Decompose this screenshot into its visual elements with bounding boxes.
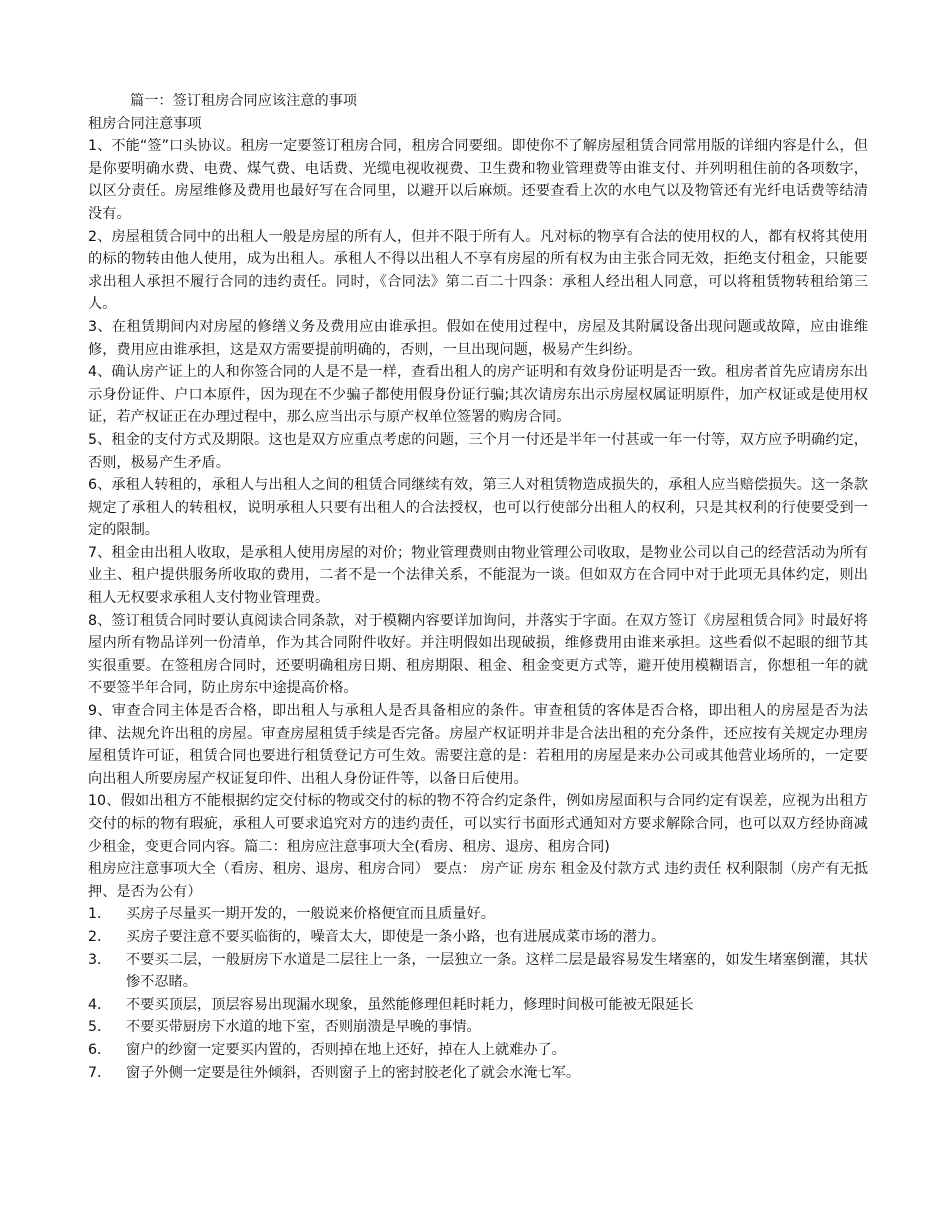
list-item (88, 903, 868, 926)
list-item-number: 7． (88, 1064, 112, 1081)
list-item-text: 买房子尽量买一期开发的，一般说来价格便宜而且质量好。 (126, 906, 495, 923)
list-item-text: 不要买二层，一般厨房下水道是二层往上一条，一层独立一条。这样二层是最容易发生堵塞的，如发生堵塞倒灌，其状惨不忍睹。 (126, 951, 868, 991)
paragraph-4: 4、确认房产证上的人和你签合同的人是不是一样，查看出租人的房产证明和有效身份证明是否一致。租房者首先应请房东出示身份证件、户口本原件，因为现在不少骗子都使用假身份证行骗;其次请房东出示房屋权属证明原件，加产权证或是使用权证，若产权证正在办理过程中，那么应当出示与原产权单位签署的购房合同。 (88, 364, 868, 426)
paragraph-3: 3、在租赁期间内对房屋的修缮义务及费用应由谁承担。假如在使用过程中，房屋及其附属设备出现问题或故障，应由谁维修，费用应由谁承担，这是双方需要提前明确的，否则，一旦出现问题，极易产生纠纷。 (88, 318, 868, 358)
paragraph-1: 1、不能“签”口头协议。租房一定要签订租房合同，租房合同要细。即使你不了解房屋租赁合同常用版的详细内容是什么，但是你要明确水费、电费、煤气费、电话费、光缆电视收视费、卫生费和物业管理费等由谁支付、并列明租住前的各项数字，以区分责任。房屋维修及费用也最好写在合同里，以避开以后麻烦。还要查看上次的水电气以及物管还有光纤电话费等结清没有。 (88, 138, 868, 222)
paragraph-8: 8、签订租赁合同时要认真阅读合同条款，对于模糊内容要详加询问，并落实于字面。在双方签订《房屋租赁合同》时最好将屋内所有物品详列一份清单，作为其合同附件收好。并注明假如出现破损，维修费用由谁来承担。这些看似不起眼的细节其实很重要。在签租房合同时，还要明确租房日期、租房期限、租金、租金变更方式等，避开使用模糊语言，你想租一年的就不要签半年合同，防止房东中途提高价格。 (88, 612, 868, 697)
list-item (88, 1016, 868, 1039)
document-title: 篇一：签订租房合同应该注意的事项 (130, 93, 358, 109)
list-item-number: 4． (88, 996, 112, 1013)
list-item (88, 949, 868, 994)
list-item-text: 窗子外侧一定要是往外倾斜，否则窗子上的密封胶老化了就会水淹七军。 (126, 1064, 581, 1081)
document-subtitle: 租房合同注意事项 (88, 115, 202, 132)
list-item-number: 1． (88, 906, 112, 923)
paragraph-2: 2、房屋租赁合同中的出租人一般是房屋的所有人，但并不限于所有人。凡对标的物享有合法的使用权的人，都有权将其使用的标的物转由他人使用，成为出租人。承租人不得以出租人不享有房屋的所有权为由主张合同无效，拒绝支付租金，只能要求出租人承担不履行合同的违约责任。同时，《合同法》第二百二十四条：承租人经出租人同意，可以将租赁物转租给第三人。 (88, 228, 868, 313)
paragraph-10: 10、假如出租方不能根据约定交付标的物或交付的标的物不符合约定条件，例如房屋面积与合同约定有误差，应视为出租方交付的标的物有瑕疵，承租人可要求追究对方的违约责任，可以实行书面形式通知对方要求解除合同，也可以双方经协商减少租金，变更合同内容。篇二：租房应注意事项大全(看房、租房、退房、租房合同) (88, 793, 868, 855)
list-item-number: 5． (88, 1019, 112, 1036)
list-item (88, 1062, 868, 1085)
list-item-number: 2． (88, 928, 112, 945)
list-item (88, 994, 868, 1017)
paragraph-6: 6、承租人转租的，承租人与出租人之间的租赁合同继续有效，第三人对租赁物造成损失的，承租人应当赔偿损失。这一条款规定了承租人的转租权，说明承租人只要有出租人的合法授权，也可以行使部分出租人的权利，只是其权利的行使要受到一定的限制。 (88, 477, 868, 539)
document-body (88, 90, 868, 1084)
paragraph-5: 5、租金的支付方式及期限。这也是双方应重点考虑的问题，三个月一付还是半年一付甚或一年一付等，双方应予明确约定，否则，极易产生矛盾。 (88, 431, 868, 471)
paragraph-7: 7、租金由出租人收取，是承租人使用房屋的对价；物业管理费则由物业管理公司收取，是物业公司以自己的经营活动为所有业主、租户提供服务所收取的费用，二者不是一个法律关系，不能混为一谈。但如双方在合同中对于此项无具体约定，则出租人无权要求承租人支付物业管理费。 (88, 544, 868, 607)
list-item-text: 买房子要注意不要买临街的，噪音太大，即使是一条小路，也有进展成菜市场的潜力。 (126, 928, 666, 945)
section-2-header: 租房应注意事项大全（看房、租房、退房、租房合同） 要点： 房产证 房东 租金及付款方式 违约责任 权利限制（房产有无抵押、是否为公有） (88, 861, 868, 900)
list-item-number: 3． (88, 951, 112, 968)
list-item-text: 不要买带厨房下水道的地下室，否则崩溃是早晚的事情。 (126, 1019, 481, 1036)
list-item-text: 不要买顶层，顶层容易出现漏水现象，虽然能修理但耗时耗力，修理时间极可能被无限延长 (126, 996, 694, 1013)
list-item (88, 926, 868, 949)
list-item-number: 6． (88, 1041, 112, 1058)
list-item (88, 1039, 868, 1062)
list-item-text: 窗户的纱窗一定要买内置的，否则掉在地上还好，掉在人上就难办了。 (126, 1041, 566, 1058)
paragraph-9: 9、审查合同主体是否合格，即出租人与承租人是否具备相应的条件。审查租赁的客体是否合格，即出租人的房屋是否为法律、法规允许出租的房屋。审查房屋租赁手续是否完备。房屋产权证明并非是合法出租的充分条件，还应按有关规定办理房屋租赁许可证，租赁合同也要进行租赁登记方可生效。需要注意的是：若租用的房屋是来办公司或其他营业场所的，一定要向出租人所要房屋产权证复印件、出租人身份证件等，以备日后使用。 (88, 703, 868, 787)
